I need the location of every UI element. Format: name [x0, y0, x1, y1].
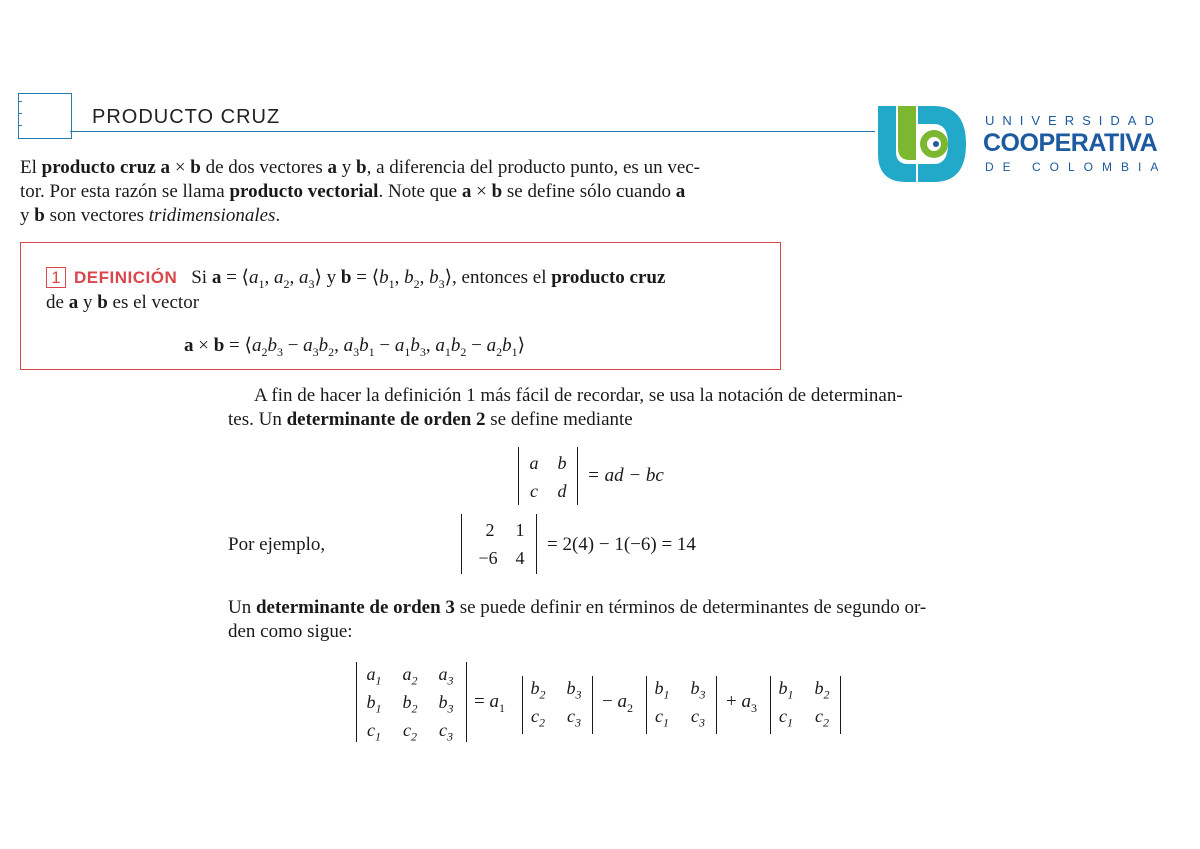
- logo-text-cooperativa: COOPERATIVA: [983, 129, 1158, 157]
- det-bar: [518, 447, 519, 505]
- logo-text-colombia: DE COLOMBIA: [985, 160, 1168, 174]
- det2-result: = ad − bc: [587, 465, 664, 486]
- intro-line-3: y b son vectores tridimensionales.: [20, 205, 281, 226]
- example-cell: 4: [515, 548, 525, 568]
- paragraph-2: [228, 384, 988, 432]
- example-cell: −6: [478, 548, 498, 568]
- para3-line-1: Un determinante de orden 3 se puede definir en términos de determinantes de segundo or-: [228, 597, 927, 618]
- para3-line-2: den como sigue:: [228, 621, 353, 642]
- marker-tick: [18, 125, 22, 126]
- det-bar: [536, 514, 537, 574]
- example-label: Por ejemplo,: [228, 534, 326, 555]
- example-cell: 2: [485, 520, 495, 540]
- marker-tick: [18, 101, 22, 102]
- example-result: = 2(4) − 1(−6) = 14: [547, 534, 696, 555]
- marker-tick: [18, 113, 22, 114]
- university-logo-icon: [876, 104, 968, 184]
- det2-cell: a: [529, 453, 539, 473]
- logo-text-universidad: UNIVERSIDAD: [985, 113, 1162, 128]
- intro-paragraph: [20, 156, 790, 228]
- cross-product-formula: $a \times b = ⟨a_2b_3 - a_3b_2$, $a_3b_1 - a_1b_3$, $a_1b_2$ − $a_2b_1⟩$: [184, 335, 526, 359]
- paragraph-3: [228, 596, 988, 644]
- det2-cell: c: [530, 481, 538, 501]
- section-title: PRODUCTO CRUZ: [92, 106, 281, 128]
- det2-cell: b: [557, 453, 567, 473]
- definition-line-2: de a y b es el vector: [46, 292, 200, 313]
- det3-expansion: $a_1$ $a_2$ $a_3$ $b_1$ $b_2$ $b_3$ $c_1$ $c_2$ $c_3$ = $a_1$ $b_2$ $b_3$ $c_2$ $c_3$ − $a_2$ $b_1$ $b_3$ $c_1$ $c_3$ + $a_3$ $b_1$ $b_2$ $c_1$ $c_2$: [350, 660, 850, 742]
- example-cell: 1: [515, 520, 525, 540]
- header-rule: [70, 131, 875, 132]
- para2-line-1: A fin de hacer la definición 1 más fácil de recordar, se usa la notación de determinan-: [254, 385, 903, 406]
- intro-line-2: tor. Por esta razón se llama producto vectorial. Note que a × b se define sólo cuando a: [20, 181, 686, 202]
- section-marker-box: [18, 93, 71, 139]
- det-bar: [577, 447, 578, 505]
- definition-number: 1: [46, 267, 66, 288]
- intro-line-1: El producto cruz a × b de dos vectores a y b, a diferencia del producto punto, es un vec-: [20, 157, 701, 178]
- det-bar: [461, 514, 462, 574]
- para2-line-2: tes. Un determinante de orden 2 se define mediante: [228, 409, 633, 430]
- definition-line-1: 1 DEFINICIÓN Si $a = ⟨a_1$, $a_2$, $a_3⟩$ y $b = ⟨b_1$, $b_2$, $b_3⟩$, entonces el producto cruz: [46, 266, 776, 292]
- det2-cell: d: [557, 481, 567, 501]
- definition-label: DEFINICIÓN: [74, 268, 178, 287]
